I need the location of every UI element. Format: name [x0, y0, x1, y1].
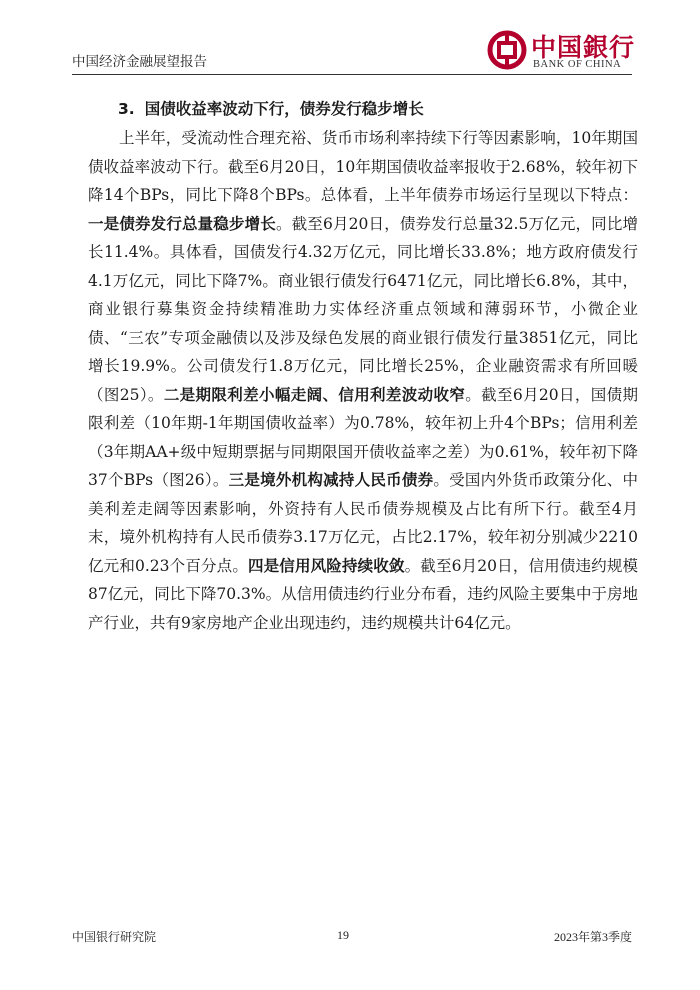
bank-of-china-logo — [487, 28, 636, 74]
footer-period: 2023年第3季度 — [553, 930, 632, 944]
key-point-3: 三是境外机构减持人民币债券 — [228, 471, 434, 489]
section-title: 国债收益率波动下行，债券发行稳步增长 — [144, 100, 424, 118]
body-paragraph — [88, 124, 638, 637]
text-run: 。截至6月20日，信用债违约规模87亿元，同比下降70.3%。从信用债违约行业分布看，违约风险主要集中于房地产行业，共有9家房地产企业出现违约，违约规模共计64亿元。 — [88, 556, 638, 632]
logo-english-name: BANK OF CHINA — [533, 59, 622, 70]
header-divider — [72, 74, 632, 75]
key-point-1: 一是债券发行总量稳步增长 — [88, 214, 276, 233]
text-run: 。截至6月20日，国债期限利差（10年期-1年期国债收益率）为0.78%，较年初上升4个BPs；信用利差（3年期AA+级中短期票据与同期限国开债收益率之差）为0.61%，较年初下降37个BPs（图26）。 — [88, 385, 638, 489]
section-number: 3. — [118, 100, 135, 118]
key-point-2: 二是期限利差小幅走阔、信用利差波动收窄 — [163, 385, 466, 404]
text-run: 。受国内外货币政策分化、中美利差走阔等因素影响，外资持有人民币债券规模及占比有所下行。截至4月末，境外机构持有人民币债券3.17万亿元，占比2.17%，较年初分别减少2210亿元和0.23个百分点。 — [88, 471, 638, 575]
bank-of-china-emblem-icon — [487, 30, 527, 70]
footer-institute: 中国银行研究院 — [72, 930, 157, 944]
page-footer — [72, 928, 632, 948]
section-heading — [118, 97, 424, 119]
page-number: 19 — [337, 928, 349, 942]
text-run: 。截至6月20日，债券发行总量32.5万亿元，同比增长11.4%。具体看，国债发行4.32万亿元，同比增长33.8%；地方政府债发行4.1万亿元，同比下降7%。商业银行债发行6471亿元，同比增长6.8%，其中，商业银行募集资金持续精准助力实体经济重点领域和薄弱环节，小微企业债、“三农”专项金融债以及涉及绿色发展的商业银行债发行量3851亿元，同比增长19.9%。公司债发行1.8万亿元，同比增长25%，企业融资需求有所回暖（图25）。 — [88, 214, 638, 404]
report-title: 中国经济金融展望报告 — [72, 54, 207, 70]
page-header — [72, 28, 636, 72]
logo-chinese-name: 中国銀行 — [531, 33, 636, 62]
text-run: 上半年，受流动性合理充裕、货币市场利率持续下行等因素影响，10年期国债收益率波动下行。截至6月20日，10年期国债收益率报收于2.68%，较年初下降14个BPs，同比下降8个BPs。总体看，上半年债券市场运行呈现以下特点： — [88, 129, 638, 204]
key-point-4: 四是信用风险持续收敛 — [247, 556, 405, 575]
